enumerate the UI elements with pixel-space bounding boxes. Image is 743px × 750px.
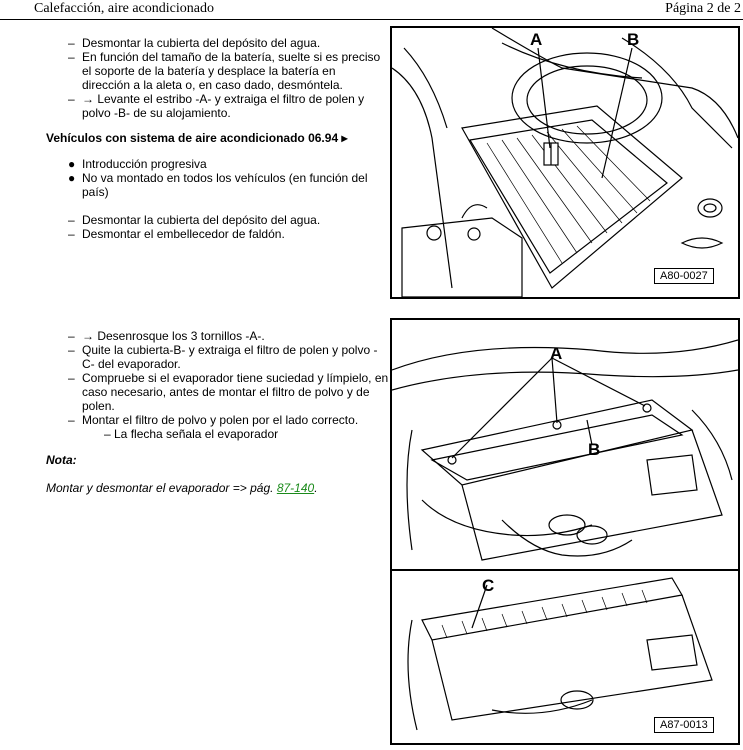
- figure-battery-filter: [390, 26, 740, 299]
- bullet-item: ● No va montado en todos los vehículos (en función del país): [68, 171, 368, 199]
- callout-c: C: [482, 576, 495, 595]
- section3-instructions: [68, 329, 390, 441]
- bullet-item: ● Introducción progresiva: [68, 157, 207, 171]
- figure-evaporator-filter: [390, 318, 740, 745]
- section1-instructions: [68, 36, 386, 120]
- figure-label: A87-0013: [654, 717, 714, 733]
- list-item: – Desmontar la cubierta del depósito del agua.: [68, 36, 321, 50]
- list-item: – → Desenrosque los 3 tornillos -A-.: [68, 329, 265, 343]
- list-item: – Desmontar el embellecedor de faldón.: [68, 227, 285, 241]
- figure-illustration: [392, 320, 738, 743]
- list-item: – Desmontar la cubierta del depósito del agua.: [68, 213, 321, 227]
- callout-b: B: [588, 440, 601, 459]
- section-heading: Vehículos con sistema de aire acondicionado 06.94 ▸: [46, 131, 348, 145]
- list-item: – Quite la cubierta-B- y extraiga el filtro de polen y polvo - C- del evaporador.: [68, 343, 378, 371]
- list-item: – Montar el filtro de polvo y polen por el lado correcto.: [68, 413, 359, 427]
- figure-label: A80-0027: [654, 268, 714, 284]
- sub-item: – La flecha señala el evaporador: [104, 427, 279, 441]
- list-item: – → Levante el estribo -A- y extraiga el filtro de polen y polvo -B- de su alojamiento.: [68, 92, 365, 120]
- note-text: Montar y desmontar el evaporador => pág. 87-140.: [46, 481, 318, 495]
- callout-a: A: [550, 344, 563, 363]
- page-number: Página 2 de 2: [665, 1, 741, 16]
- list-item: – En función del tamaño de la batería, suelte si es preciso el soporte de la batería y desplace la batería en dirección a la aleta o, en caso dado, desmóntela.: [68, 50, 381, 92]
- list-item: – Compruebe si el evaporador tiene suciedad y límpielo, en caso necesario, antes de montar el filtro de polvo y de polen.: [68, 371, 389, 413]
- callout-b: B: [627, 30, 640, 49]
- section2-list: [68, 157, 386, 241]
- document-title: Calefacción, aire acondicionado: [34, 1, 214, 16]
- note-title: Nota:: [46, 453, 77, 467]
- callout-a: A: [530, 30, 543, 49]
- page-header: [0, 0, 743, 22]
- header-divider: [0, 19, 743, 20]
- page-link[interactable]: 87-140: [276, 481, 315, 495]
- figure-illustration: [392, 28, 738, 297]
